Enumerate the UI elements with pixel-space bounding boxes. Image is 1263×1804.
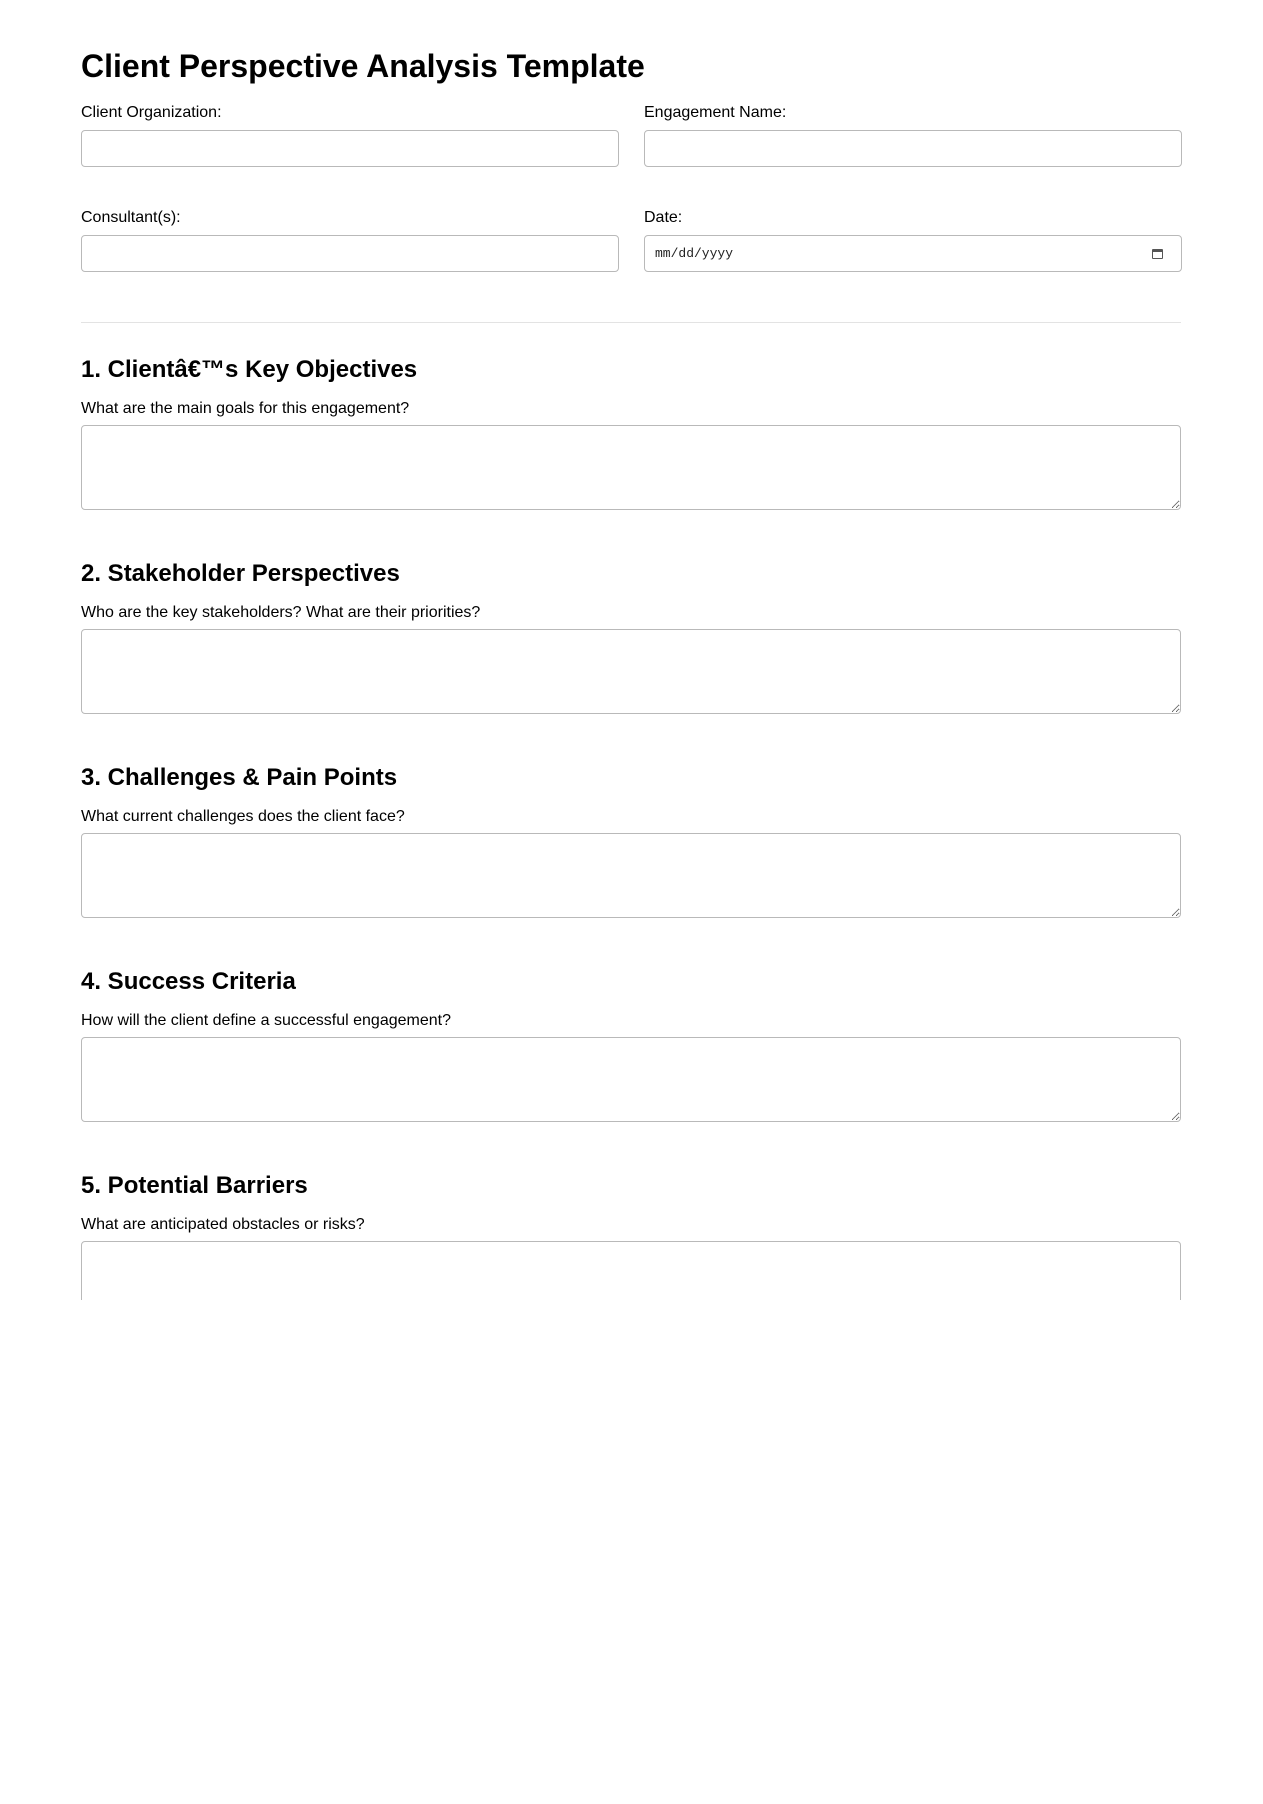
section-heading: 5. Potential Barriers	[81, 1172, 308, 1199]
engagement-name-input[interactable]	[644, 130, 1182, 167]
date-label: Date:	[644, 209, 683, 226]
consultants-label: Consultant(s):	[81, 209, 181, 226]
section-prompt: What are anticipated obstacles or risks?	[81, 1216, 365, 1233]
section-prompt: How will the client define a successful engagement?	[81, 1012, 451, 1029]
section-heading: 2. Stakeholder Perspectives	[81, 560, 400, 587]
engagement-name-field	[644, 104, 1182, 122]
client-organization-label: Client Organization:	[81, 104, 222, 121]
client-organization-input[interactable]	[81, 130, 619, 167]
stakeholder-perspectives-textarea[interactable]	[81, 629, 1181, 714]
section-heading: 1. Clientâ€™s Key Objectives	[81, 356, 418, 383]
section-divider	[81, 322, 1181, 323]
consultants-input[interactable]	[81, 235, 619, 272]
section-heading: 3. Challenges & Pain Points	[81, 764, 398, 791]
challenges-textarea[interactable]	[81, 833, 1181, 918]
client-organization-field	[81, 104, 619, 122]
consultants-field	[81, 209, 619, 227]
engagement-name-label: Engagement Name:	[644, 104, 787, 121]
calendar-icon[interactable]	[1152, 249, 1163, 259]
section-prompt: Who are the key stakeholders? What are their priorities?	[81, 604, 481, 621]
date-placeholder: mm/dd/yyyy	[655, 246, 734, 261]
section-prompt: What current challenges does the client face?	[81, 808, 405, 825]
key-objectives-textarea[interactable]	[81, 425, 1181, 510]
section-prompt: What are the main goals for this engagement?	[81, 400, 410, 417]
date-input[interactable]	[644, 235, 1182, 272]
section-heading: 4. Success Criteria	[81, 968, 296, 995]
potential-barriers-textarea[interactable]	[81, 1241, 1181, 1300]
date-field	[644, 209, 1182, 261]
page-title: Client Perspective Analysis Template	[81, 48, 645, 84]
success-criteria-textarea[interactable]	[81, 1037, 1181, 1122]
